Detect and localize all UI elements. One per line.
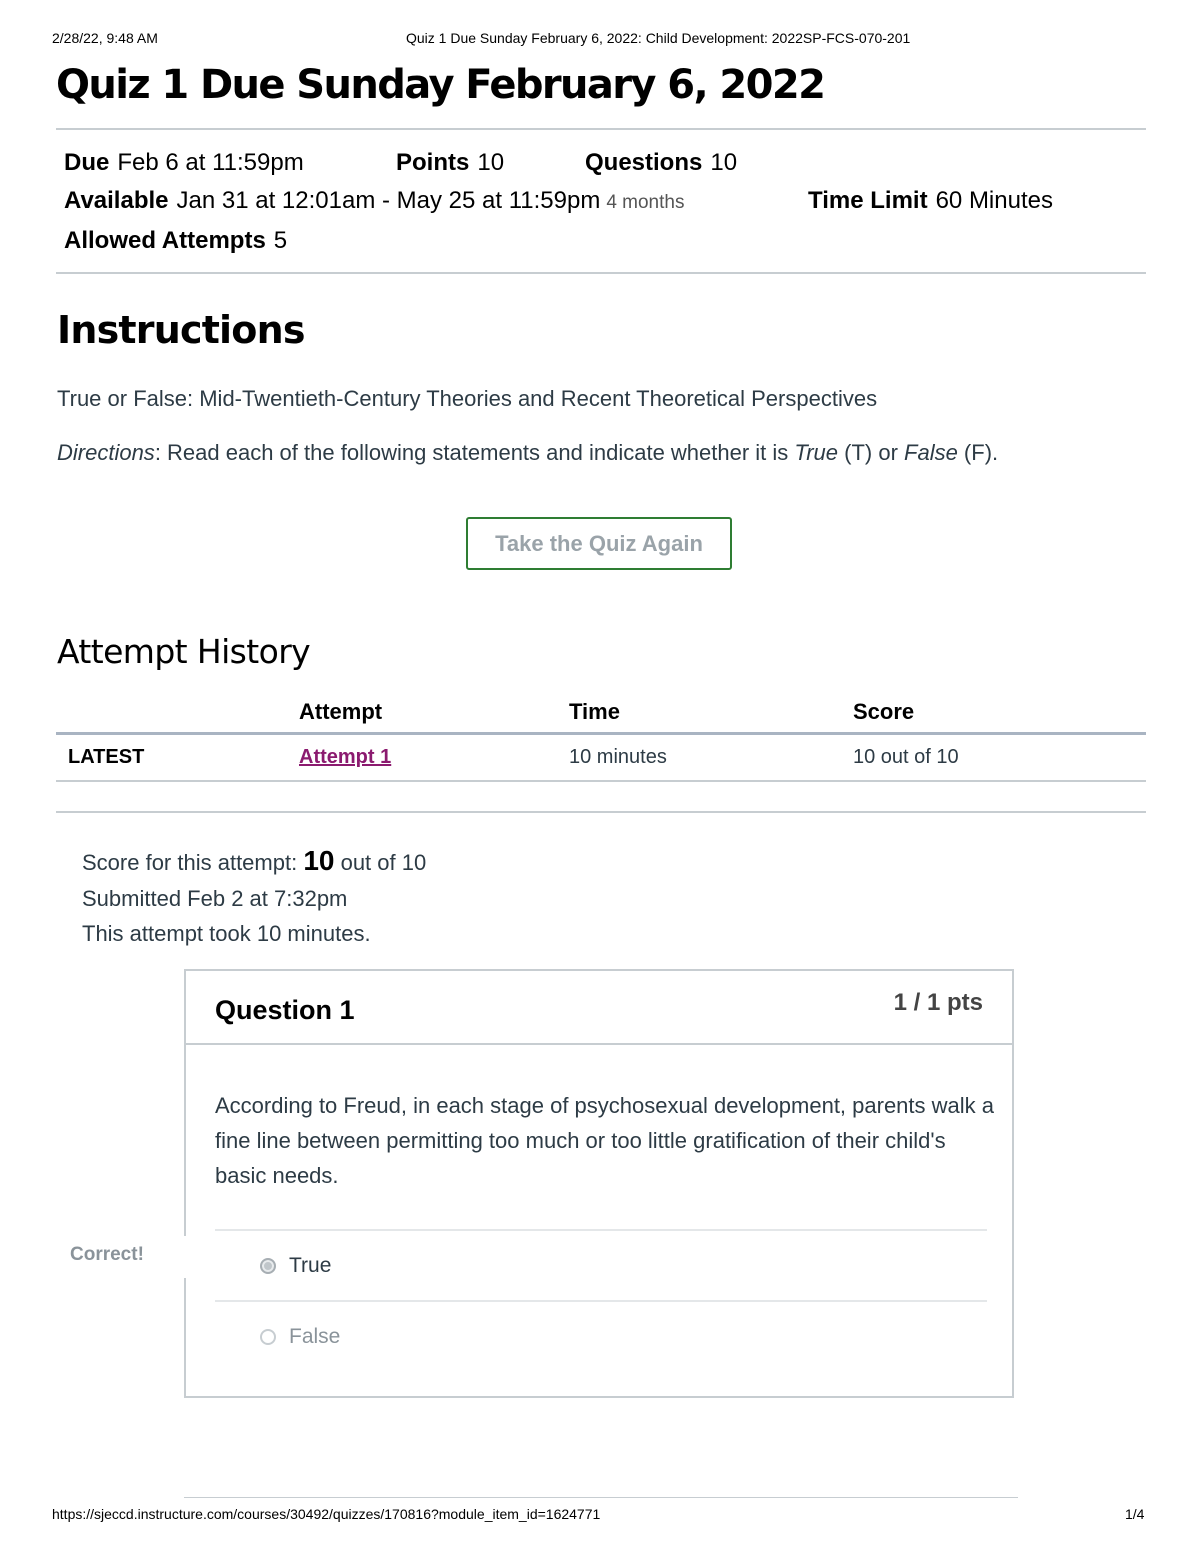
questions-info <box>585 149 737 177</box>
attempt-time: 10 minutes <box>569 746 667 768</box>
quiz-title: Quiz 1 Due Sunday February 6, 2022 <box>56 62 825 108</box>
time-limit-label: Time Limit <box>808 187 928 214</box>
column-header-time: Time <box>569 699 620 724</box>
due-value: Feb 6 at 11:59pm <box>117 149 304 176</box>
available-info <box>64 187 684 215</box>
true-word: True <box>794 440 839 465</box>
answer-label: False <box>289 1325 341 1348</box>
instructions-directions: Directions: Read each of the following statements and indicate whether it is True (T) or False (F). <box>57 440 999 465</box>
question-card <box>184 969 1014 1398</box>
radio-empty-icon[interactable] <box>260 1329 276 1345</box>
question-points: 1 / 1 pts <box>893 989 983 1016</box>
column-header-score: Score <box>853 699 915 724</box>
question-text: According to Freud, in each stage of psychosexual development, parents walk a fine line between permitting too much or too little gratification of their child's basic needs. <box>215 1093 995 1188</box>
time-limit-info <box>808 187 1053 215</box>
time-limit-value: 60 Minutes <box>935 187 1053 214</box>
available-label: Available <box>64 187 169 214</box>
available-value: Jan 31 at 12:01am - May 25 at 11:59pm <box>176 187 601 214</box>
answer-option-false[interactable] <box>260 1325 340 1349</box>
answer-divider <box>215 1300 987 1302</box>
false-word: False <box>904 440 958 465</box>
radio-selected-icon[interactable] <box>260 1258 276 1274</box>
attempt-1-link[interactable]: Attempt 1 <box>299 746 392 768</box>
directions-label: Directions <box>57 440 155 465</box>
allowed-attempts-info <box>64 227 287 255</box>
take-quiz-again-button[interactable]: Take the Quiz Again <box>466 517 732 570</box>
print-date: 2/28/22, 9:48 AM <box>52 30 158 46</box>
latest-tag: LATEST <box>68 746 145 768</box>
questions-value: 10 <box>710 149 738 176</box>
answer-divider <box>215 1229 987 1231</box>
points-info <box>396 149 504 177</box>
points-value: 10 <box>477 149 505 176</box>
attempt-history-heading: Attempt History <box>57 632 311 671</box>
instructions-subtitle: True or False: Mid-Twentieth-Century Theories and Recent Theoretical Perspectives <box>57 386 878 411</box>
divider <box>56 128 1146 130</box>
question-title: Question 1 <box>215 995 355 1025</box>
question-header <box>186 971 1012 1045</box>
print-page-title: Quiz 1 Due Sunday February 6, 2022: Child Development: 2022SP-FCS-070-201 <box>406 30 911 46</box>
print-url: https://sjeccd.instructure.com/courses/30492/quizzes/170816?module_item_id=1624771 <box>52 1506 601 1522</box>
points-label: Points <box>396 149 470 176</box>
table-header-rule <box>56 732 1146 735</box>
attempt-score: 10 out of 10 <box>853 746 959 768</box>
column-header-attempt: Attempt <box>299 699 383 724</box>
questions-label: Questions <box>585 149 703 176</box>
instructions-heading: Instructions <box>57 308 305 352</box>
attempt-score-summary: Score for this attempt: 10 out of 10 <box>82 845 427 876</box>
answer-option-true[interactable] <box>260 1254 331 1278</box>
table-row-rule <box>56 780 1146 782</box>
attempt-duration: This attempt took 10 minutes. <box>82 921 371 946</box>
allowed-attempts-label: Allowed Attempts <box>64 227 266 254</box>
allowed-attempts-value: 5 <box>273 227 288 254</box>
due-label: Due <box>64 149 110 176</box>
print-page-number: 1/4 <box>1125 1506 1145 1522</box>
submitted-time: Submitted Feb 2 at 7:32pm <box>82 886 348 911</box>
available-duration: 4 months <box>606 192 685 213</box>
correct-marker-gap <box>180 1236 188 1278</box>
divider <box>56 272 1146 274</box>
correct-answer-tag: Correct! <box>70 1244 144 1265</box>
footer-rule <box>184 1497 1018 1498</box>
due-info <box>64 149 304 177</box>
answer-label: True <box>289 1254 332 1277</box>
attempt-score-value: 10 <box>303 845 335 876</box>
divider <box>56 811 1146 813</box>
